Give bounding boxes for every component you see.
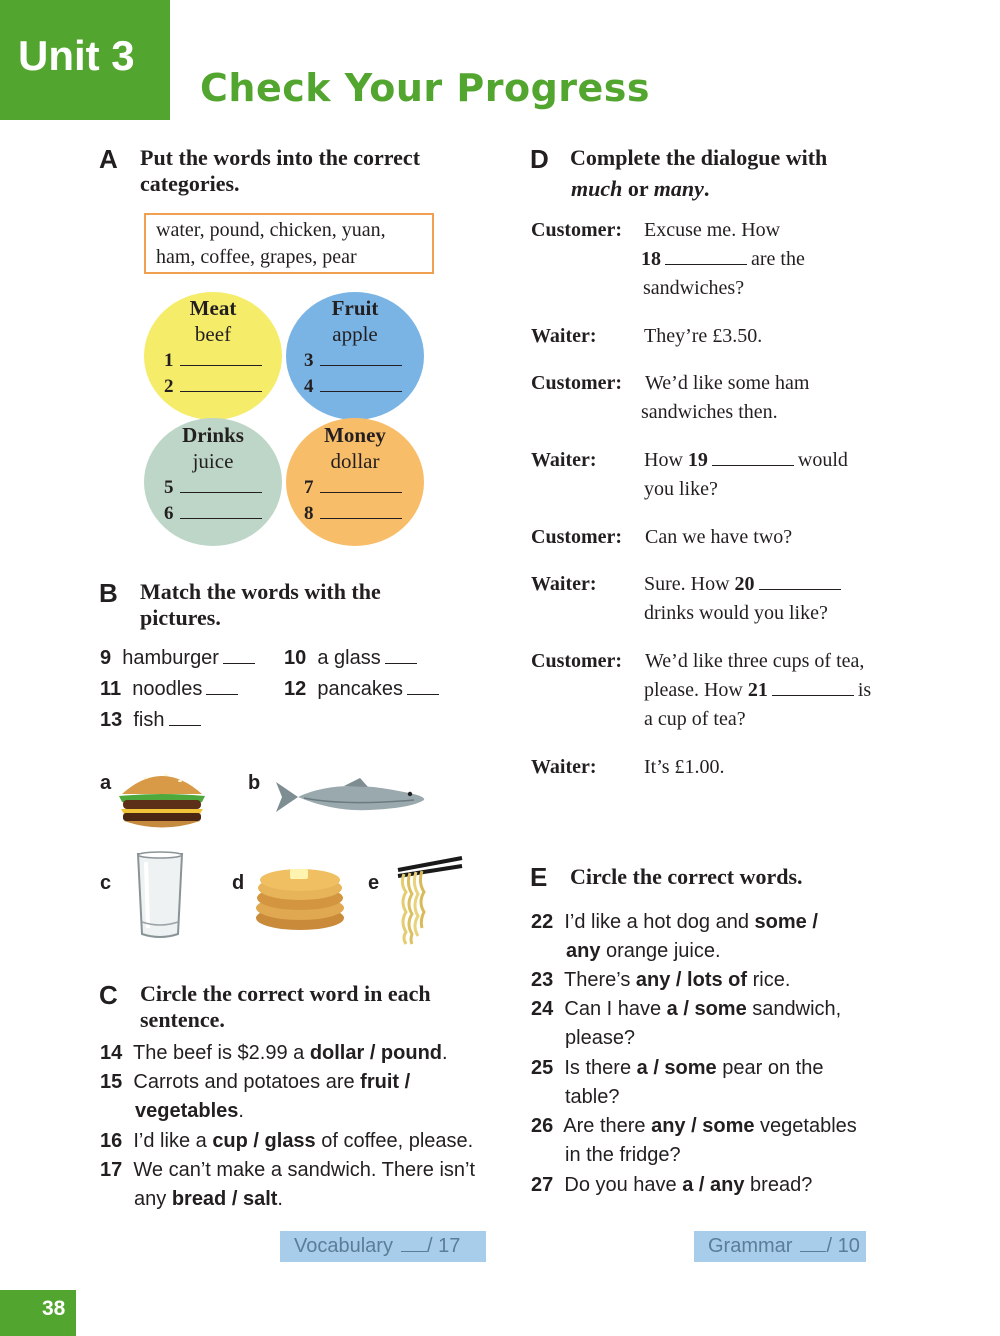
choice-option[interactable]: any / some	[651, 1115, 755, 1137]
fish-icon	[274, 776, 428, 818]
match-item: 10 a glass	[284, 647, 417, 670]
sentence-item: 16 I’d like a cup / glass of coffee, please.	[100, 1130, 474, 1152]
section-a-title: Put the words into the correct categories.	[140, 145, 421, 196]
dialogue-line: drinks would you like?	[644, 602, 828, 624]
match-item: 9 hamburger	[100, 647, 255, 670]
vocabulary-score: Vocabulary / 17	[280, 1231, 486, 1262]
speaker-label: Customer:	[531, 526, 623, 548]
pancakes-icon	[252, 860, 348, 932]
choice-option[interactable]: any / lots of	[635, 969, 748, 991]
category-example: dollar	[330, 449, 380, 473]
speaker-label: Waiter:	[531, 325, 597, 347]
picture-label: b	[248, 772, 261, 794]
dialogue-line: sandwiches?	[643, 277, 745, 299]
picture-label: e	[368, 872, 380, 894]
section-d-title-line1: Complete the dialogue with	[570, 145, 828, 170]
category-example: beef	[194, 322, 232, 346]
answer-blank[interactable]: 5	[164, 477, 262, 499]
category-name: Fruit	[331, 296, 379, 320]
sentence-continuation: table?	[565, 1086, 620, 1108]
choice-option[interactable]: any	[566, 940, 601, 962]
choice-option[interactable]: fruit /	[360, 1071, 411, 1093]
category-name: Money	[324, 423, 386, 447]
section-d-title-line2: much or many.	[571, 176, 710, 201]
dialogue-line: We’d like three cups of tea,	[645, 650, 865, 672]
sentence-item: 15 Carrots and potatoes are fruit /	[100, 1071, 411, 1093]
answer-blank[interactable]: 1	[164, 350, 262, 372]
dialogue-line: They’re £3.50.	[644, 325, 763, 347]
sentence-item: 25 Is there a / some pear on the	[531, 1057, 824, 1079]
answer-blank[interactable]: 8	[304, 503, 402, 525]
section-e-letter: E	[530, 862, 548, 892]
page-title: Check Your Progress	[200, 66, 651, 110]
section-e-title: Circle the correct words.	[570, 864, 803, 889]
section-a-letter: A	[99, 144, 118, 174]
score-blank[interactable]	[800, 1238, 826, 1252]
speaker-label: Customer:	[531, 372, 623, 394]
sentence-continuation: any bread / salt.	[134, 1188, 283, 1210]
sentence-item: 17 We can’t make a sandwich. There isn’t	[100, 1159, 476, 1181]
sentence-item: 24 Can I have a / some sandwich,	[531, 998, 842, 1020]
answer-blank[interactable]	[407, 681, 439, 695]
sentence-continuation: in the fridge?	[565, 1144, 681, 1166]
answer-blank[interactable]	[772, 682, 854, 696]
dialogue-line: a cup of tea?	[644, 708, 746, 730]
dialogue-line: It’s £1.00.	[644, 756, 725, 778]
match-item: 13 fish	[100, 709, 201, 732]
speaker-label: Waiter:	[531, 573, 597, 595]
section-c-letter: C	[99, 980, 118, 1010]
answer-blank[interactable]	[206, 681, 238, 695]
section-c-title: Circle the correct word in each sentence.	[140, 981, 431, 1032]
choice-option[interactable]: a / some	[666, 998, 747, 1020]
section-b-title: Match the words with the pictures.	[140, 579, 381, 630]
picture-label: d	[232, 872, 245, 894]
sentence-item: 14 The beef is $2.99 a dollar / pound.	[100, 1042, 448, 1064]
sentence-item: 26 Are there any / some vegetables	[531, 1115, 857, 1137]
speaker-label: Waiter:	[531, 449, 597, 471]
section-d-letter: D	[530, 144, 549, 174]
page-number: 38	[42, 1297, 66, 1320]
answer-blank[interactable]: 2	[164, 376, 262, 398]
match-item: 11 noodles	[100, 678, 238, 701]
dialogue-line: Sure. How 20	[644, 572, 845, 596]
category-example: juice	[192, 449, 234, 473]
choice-option[interactable]: a / some	[636, 1057, 717, 1079]
sentence-item: 22 I’d like a hot dog and some /	[531, 911, 818, 933]
dialogue-line: sandwiches then.	[641, 401, 778, 423]
category-name: Drinks	[182, 423, 244, 447]
choice-option[interactable]: vegetables	[135, 1100, 239, 1122]
grammar-score: Grammar / 10	[694, 1231, 866, 1262]
section-b-letter: B	[99, 578, 118, 608]
answer-blank[interactable]	[385, 650, 417, 664]
dialogue-line: Can we have two?	[645, 526, 793, 548]
category-name: Meat	[189, 296, 237, 320]
noodles-icon	[394, 854, 464, 946]
speaker-label: Customer:	[531, 650, 623, 672]
answer-blank[interactable]: 6	[164, 503, 262, 525]
answer-blank[interactable]	[759, 576, 841, 590]
choice-option[interactable]: bread / salt	[171, 1188, 278, 1210]
unit-label: Unit 3	[18, 32, 135, 79]
speaker-label: Waiter:	[531, 756, 597, 778]
answer-blank[interactable]	[169, 712, 201, 726]
sentence-continuation: please?	[565, 1027, 636, 1049]
dialogue-line: How 19 would	[644, 449, 848, 471]
dialogue-line: please. How 21 is	[644, 679, 872, 701]
dialogue-line: We’d like some ham	[645, 372, 810, 394]
sentence-item: 27 Do you have a / any bread?	[531, 1174, 813, 1196]
choice-option[interactable]: some /	[754, 911, 818, 933]
answer-blank[interactable]: 4	[304, 376, 402, 398]
dialogue-line: Excuse me. How	[644, 219, 781, 241]
answer-blank[interactable]	[712, 452, 794, 466]
answer-blank[interactable]	[223, 650, 255, 664]
hamburger-icon	[116, 764, 208, 832]
choice-option[interactable]: cup / glass	[212, 1130, 316, 1152]
choice-option[interactable]: a / any	[682, 1174, 745, 1196]
answer-blank[interactable]: 3	[304, 350, 402, 372]
glass-icon	[134, 850, 186, 940]
choice-option[interactable]: dollar / pound	[309, 1042, 443, 1064]
dialogue-line: you like?	[644, 478, 718, 500]
speaker-label: Customer:	[531, 219, 623, 241]
sentence-item: 23 There’s any / lots of rice.	[531, 969, 791, 991]
picture-label: c	[100, 872, 112, 894]
category-example: apple	[332, 322, 378, 346]
answer-blank[interactable]	[665, 251, 747, 265]
sentence-continuation: vegetables.	[135, 1100, 244, 1122]
answer-blank[interactable]: 7	[304, 477, 402, 499]
picture-label: a	[100, 772, 112, 794]
match-item: 12 pancakes	[284, 678, 439, 701]
dialogue-line: 18 are the	[641, 248, 805, 270]
sentence-continuation: any orange juice.	[566, 940, 721, 962]
score-blank[interactable]	[401, 1238, 427, 1252]
word-box: water, pound, chicken, yuan, ham, coffee, grapes, pear	[144, 213, 434, 274]
